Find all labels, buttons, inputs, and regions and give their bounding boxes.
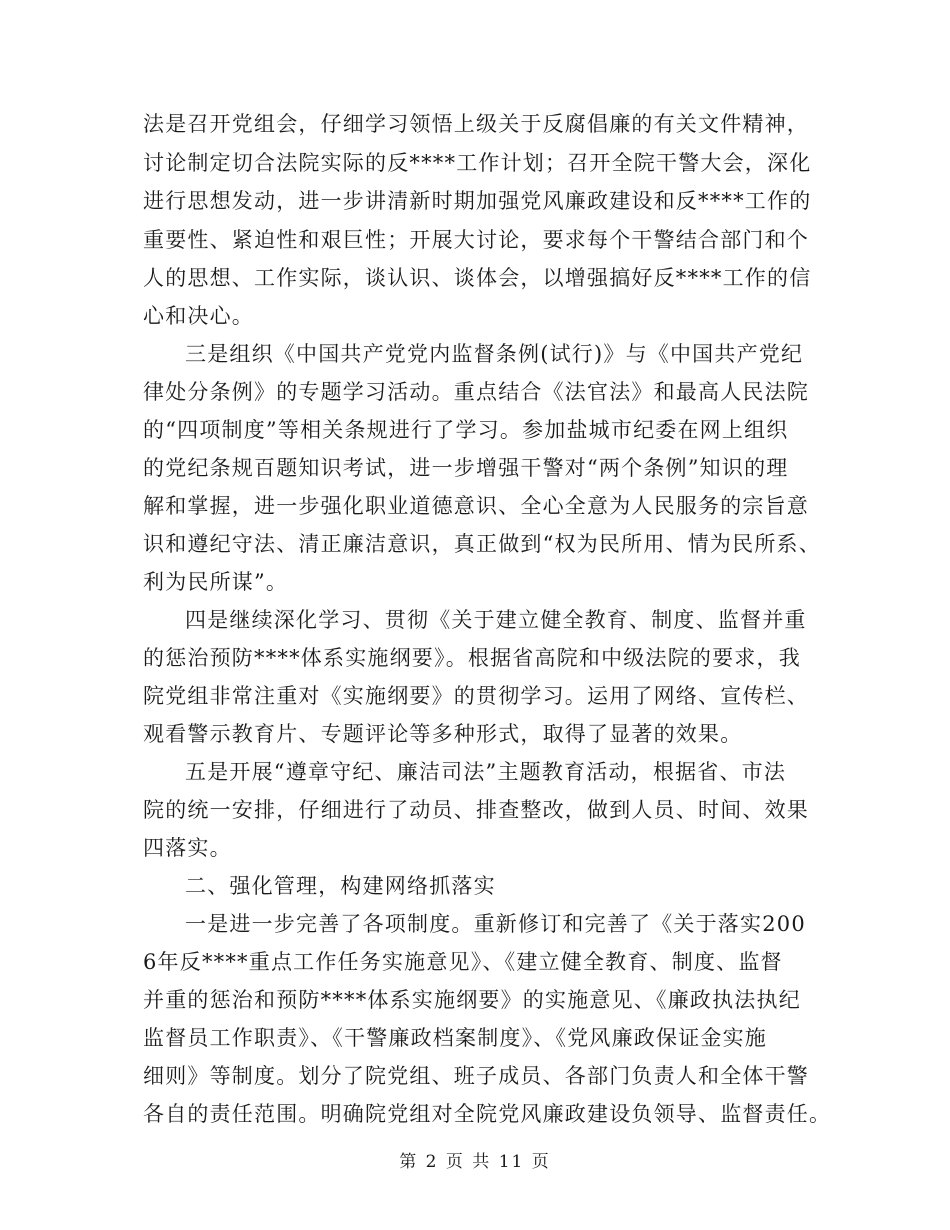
text-line: 观看警示教育片、专题评论等多种形式，取得了显著的效果。	[143, 722, 743, 746]
paragraph-first-line: 四是继续深化学习、贯彻《关于建立健全教育、制度、监督并重	[185, 608, 807, 632]
text-line: 解和掌握，进一步强化职业道德意识、全心全意为人民服务的宗旨意	[143, 494, 809, 518]
text-line: 律处分条例》的专题学习活动。重点结合《法官法》和最高人民法院	[143, 380, 809, 404]
text-line: 的党纪条规百题知识考试，进一步增强干警对“两个条例”知识的理	[143, 456, 789, 480]
page-number-footer: 第 2 页 共 11 页	[399, 1152, 551, 1172]
section-heading: 二、强化管理，构建网络抓落实	[185, 874, 496, 898]
text-line: 进行思想发动，进一步讲清新时期加强党风廉政建设和反****工作的	[143, 189, 812, 213]
text-line: 并重的惩治和预防****体系实施纲要》的实施意见、《廉政执法执纪	[143, 988, 801, 1012]
text-line: 四落实。	[143, 836, 232, 860]
text-line: 各自的责任范围。明确院党组对全院党风廉政建设负领导、监督责任。	[143, 1102, 832, 1126]
paragraph-first-line: 一是进一步完善了各项制度。重新修订和完善了《关于落实200	[185, 912, 806, 936]
paragraph-first-line: 三是组织《中国共产党党内监督条例(试行)》与《中国共产党纪	[185, 342, 804, 366]
text-line: 的惩治预防****体系实施纲要》。根据省高院和中级法院的要求，我	[143, 646, 801, 670]
text-line: 人的思想、工作实际，谈认识、谈体会，以增强搞好反****工作的信	[143, 266, 812, 290]
text-line: 法是召开党组会，仔细学习领悟上级关于反腐倡廉的有关文件精神，	[143, 112, 809, 136]
text-line: 监督员工作职责》、《干警廉政档案制度》、《党风廉政保证金实施	[143, 1026, 767, 1050]
text-line: 的“四项制度”等相关条规进行了学习。参加盐城市纪委在网上组织	[143, 418, 789, 442]
text-line: 识和遵纪守法、清正廉洁意识，真正做到“权为民所用、情为民所系、	[143, 532, 821, 556]
text-line: 院党组非常注重对《实施纲要》的贯彻学习。运用了网络、宣传栏、	[143, 684, 809, 708]
text-line: 细则》等制度。划分了院党组、班子成员、各部门负责人和全体干警	[143, 1064, 809, 1088]
text-line: 6年反****重点工作任务实施意见》、《建立健全教育、制度、监督	[143, 950, 783, 974]
text-line: 心和决心。	[143, 304, 254, 328]
text-line: 讨论制定切合法院实际的反****工作计划；召开全院干警大会，深化	[143, 151, 812, 175]
text-line: 重要性、紧迫性和艰巨性；开展大讨论，要求每个干警结合部门和个	[143, 228, 809, 252]
text-line: 院的统一安排，仔细进行了动员、排查整改，做到人员、时间、效果	[143, 798, 809, 822]
paragraph-first-line: 五是开展“遵章守纪、廉洁司法”主题教育活动，根据省、市法	[185, 760, 787, 784]
text-line: 利为民所谋”。	[143, 570, 289, 594]
